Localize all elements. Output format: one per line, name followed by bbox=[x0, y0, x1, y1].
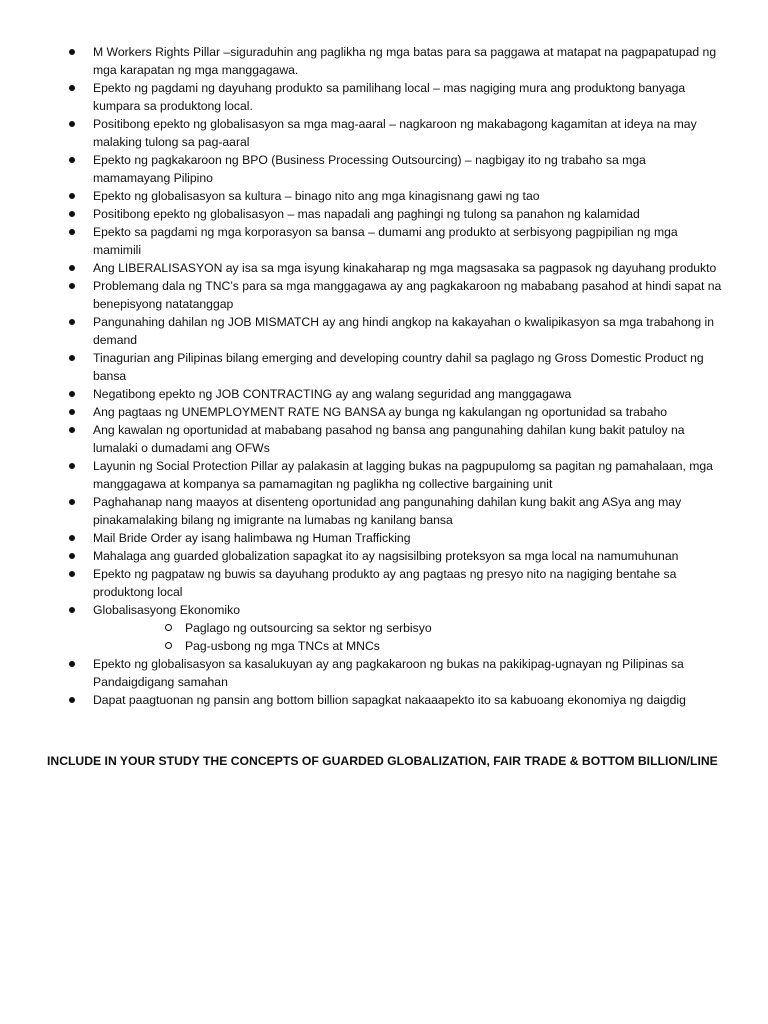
list-item bbox=[65, 457, 725, 493]
list-item bbox=[65, 205, 725, 223]
list-item-text: Positibong epekto ng globalisasyon sa mga mag-aaral – nagkaroon ng makabagong kagamitan at ideya na may malaking tulong sa pag-aaral bbox=[93, 117, 697, 149]
bullet-icon bbox=[69, 283, 75, 289]
list-item-text: Epekto ng pagdami ng dayuhang produkto sa pamilihang local – mas nagiging mura ang produktong banyaga kumpara sa produktong local. bbox=[93, 81, 686, 113]
study-reminder-note: INCLUDE IN YOUR STUDY THE CONCEPTS OF GUARDED GLOBALIZATION, FAIR TRADE & BOTTOM BILLION/LINE bbox=[47, 754, 718, 768]
list-item-text: Epekto ng pagpataw ng buwis sa dayuhang produkto ay ang pagtaas ng presyo nito na nagiging bentahe sa produktong local bbox=[93, 567, 677, 599]
list-item bbox=[65, 655, 725, 691]
bullet-icon bbox=[69, 409, 75, 415]
list-item-text: Epekto ng globalisasyon sa kasalukuyan ay ang pagkakaroon ng bukas na pakikipag-ugnayan ng Pilipinas sa Pandaigdigang samahan bbox=[93, 657, 684, 689]
list-item-text: Mail Bride Order ay isang halimbawa ng Human Trafficking bbox=[93, 531, 411, 545]
list-item-text: Epekto ng globalisasyon sa kultura – binago nito ang mga kinagisnang gawi ng tao bbox=[93, 189, 540, 203]
list-item bbox=[65, 313, 725, 349]
list-item-text: Pangunahing dahilan ng JOB MISMATCH ay ang hindi angkop na kakayahan o kwalipikasyon sa mga trabahong in demand bbox=[93, 315, 715, 347]
list-item bbox=[65, 115, 725, 151]
bullet-icon bbox=[69, 193, 75, 199]
bullet-icon bbox=[69, 49, 75, 55]
sub-list-item-text: Pag-usbong ng mga TNCs at MNCs bbox=[185, 639, 380, 653]
bullet-icon bbox=[69, 463, 75, 469]
bullet-icon bbox=[69, 499, 75, 505]
sub-list-item bbox=[93, 637, 725, 655]
bullet-icon bbox=[69, 391, 75, 397]
list-item bbox=[65, 691, 725, 709]
bullet-list bbox=[65, 43, 725, 709]
sub-list-item bbox=[93, 619, 725, 637]
sub-list bbox=[93, 619, 725, 655]
list-item-text: Positibong epekto ng globalisasyon – mas napadali ang paghingi ng tulong sa panahon ng kalamidad bbox=[93, 207, 640, 221]
list-item bbox=[65, 187, 725, 205]
bullet-icon bbox=[69, 157, 75, 163]
bullet-icon bbox=[69, 319, 75, 325]
bullet-icon bbox=[69, 607, 75, 613]
list-item bbox=[65, 79, 725, 115]
bullet-icon bbox=[69, 553, 75, 559]
list-item bbox=[65, 403, 725, 421]
list-item bbox=[65, 43, 725, 79]
list-item bbox=[65, 259, 725, 277]
list-item bbox=[65, 421, 725, 457]
circle-bullet-icon bbox=[165, 642, 172, 649]
list-item-text: Negatibong epekto ng JOB CONTRACTING ay ang walang seguridad ang manggagawa bbox=[93, 387, 572, 401]
list-item bbox=[65, 151, 725, 187]
list-item-text: Ang pagtaas ng UNEMPLOYMENT RATE NG BANSA ay bunga ng kakulangan ng oportunidad sa trabaho bbox=[93, 405, 668, 419]
list-item-text: Problemang dala ng TNC’s para sa mga manggagawa ay ang pagkakaroon ng mababang pasahod at hindi sapat na benepisyong natatanggap bbox=[93, 279, 722, 311]
bullet-icon bbox=[69, 229, 75, 235]
list-item bbox=[65, 385, 725, 403]
list-item bbox=[65, 547, 725, 565]
bullet-icon bbox=[69, 265, 75, 271]
bullet-icon bbox=[69, 427, 75, 433]
list-item-text: Ang kawalan ng oportunidad at mababang pasahod ng bansa ang pangunahing dahilan kung bakit patuloy na lumalaki o dumadami ang OFWs bbox=[93, 423, 685, 455]
bullet-icon bbox=[69, 535, 75, 541]
list-item-text: Paghahanap nang maayos at disenteng oportunidad ang pangunahing dahilan kung bakit ang ASya ang may pinakamalaking bilang ng imigrante na lumabas ng kanilang bansa bbox=[93, 495, 682, 527]
bullet-icon bbox=[69, 697, 75, 703]
list-item-text: Dapat paagtuonan ng pansin ang bottom billion sapagkat nakaaapekto ito sa kabuoang ekonomiya ng daigdig bbox=[93, 693, 686, 707]
list-item bbox=[65, 529, 725, 547]
bullet-icon bbox=[69, 85, 75, 91]
list-item bbox=[65, 601, 725, 655]
list-item-text: Globalisasyong Ekonomiko bbox=[93, 603, 241, 617]
list-item-text: Epekto ng pagkakaroon ng BPO (Business Processing Outsourcing) – nagbigay ito ng trabaho sa mga mamamayang Pilipino bbox=[93, 153, 646, 185]
bullet-icon bbox=[69, 661, 75, 667]
list-item bbox=[65, 349, 725, 385]
list-item-text: Layunin ng Social Protection Pillar ay palakasin at lagging bukas na pagpupulomg sa pagitan ng pamahalaan, mga manggagawa at kompanya sa pamamagitan ng paglikha ng collective bargaining unit bbox=[93, 459, 713, 491]
list-item-text: Tinagurian ang Pilipinas bilang emerging and developing country dahil sa paglago ng Gross Domestic Product ng bansa bbox=[93, 351, 704, 383]
sub-list-item-text: Paglago ng outsourcing sa sektor ng serbisyo bbox=[185, 621, 432, 635]
list-item bbox=[65, 565, 725, 601]
list-item bbox=[65, 223, 725, 259]
bullet-icon bbox=[69, 355, 75, 361]
list-item-text: Epekto sa pagdami ng mga korporasyon sa bansa – dumami ang produkto at serbisyong pagpipilian ng mga mamimili bbox=[93, 225, 678, 257]
list-item bbox=[65, 277, 725, 313]
list-item bbox=[65, 493, 725, 529]
list-item-text: Ang LIBERALISASYON ay isa sa mga isyung kinakaharap ng mga magsasaka sa pagpasok ng dayuhang produkto bbox=[93, 261, 717, 275]
bullet-icon bbox=[69, 121, 75, 127]
bullet-icon bbox=[69, 571, 75, 577]
circle-bullet-icon bbox=[165, 624, 172, 631]
list-item-text: Mahalaga ang guarded globalization sapagkat ito ay nagsisilbing proteksyon sa mga local na namumuhunan bbox=[93, 549, 679, 563]
list-item-text: M Workers Rights Pillar –siguraduhin ang paglikha ng mga batas para sa paggawa at matapat na pagpapatupad ng mga karapatan ng mga manggagawa. bbox=[93, 45, 717, 77]
bullet-icon bbox=[69, 211, 75, 217]
